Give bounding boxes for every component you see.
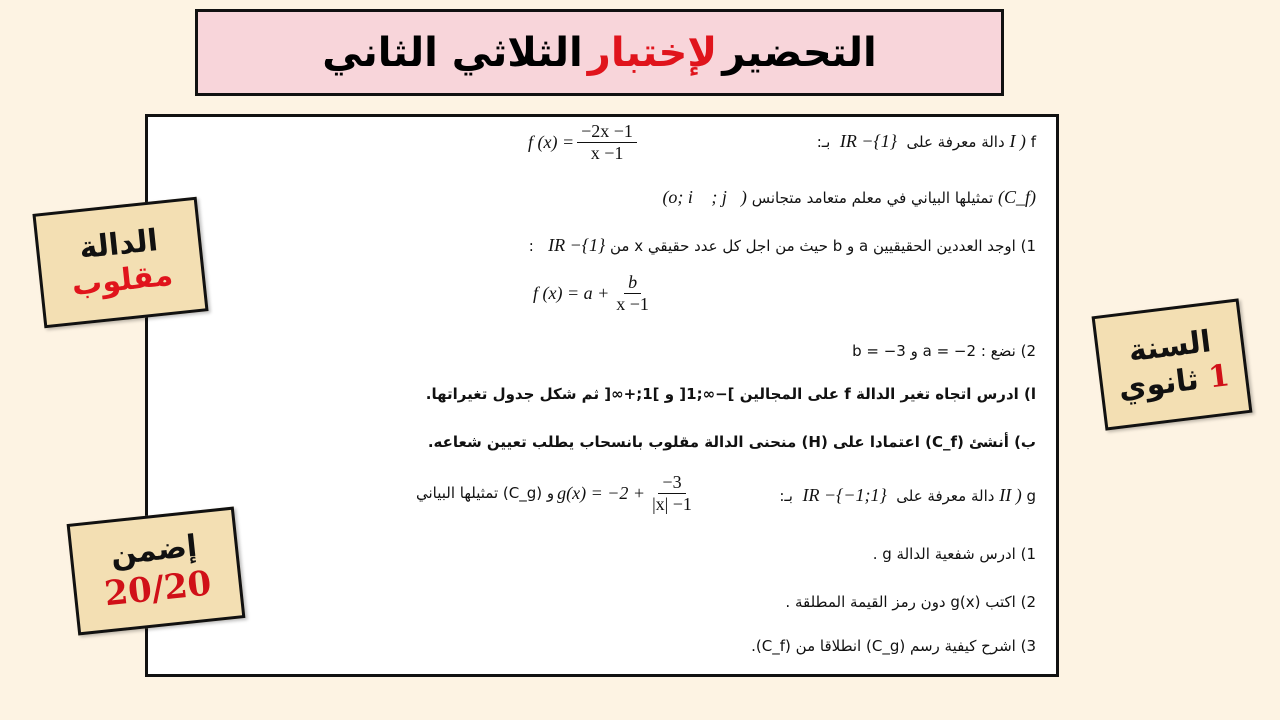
year-tag: السنة 1 ثانوي xyxy=(1092,298,1253,430)
title-part1: التحضير xyxy=(722,29,877,76)
g-definition: و (C_g) تمثيلها البياني g(x) = −2 + $\frac{-3}{|x| -1}$ xyxy=(416,472,692,514)
part1-by: بـ: xyxy=(816,133,831,151)
part1-intro-text: f دالة معرفة على xyxy=(906,133,1036,151)
part2-question-2: 2) اكتب g(x) دون رمز القيمة المطلقة . xyxy=(785,593,1036,611)
f-fraction: $\frac{-2x -1}{x -1}$ xyxy=(577,121,637,163)
question-2b: ب) أنشئ (C_f) اعتمادا على (H) منحنى الدالة مقلوب بانسحاب يطلب تعيين شعاعه. xyxy=(427,433,1036,451)
f-definition: f (x) = $\frac{-2x -1}{x -1}$ xyxy=(528,121,637,163)
part1-label: I ) xyxy=(1009,131,1026,151)
part2-question-3: 3) اشرح كيفية رسم (C_g) انطلاقا من (C_f). xyxy=(751,637,1036,655)
function-tag: الدالة مقلوب xyxy=(32,197,208,329)
part2-question-1: 1) ادرس شفعية الدالة g . xyxy=(872,545,1036,563)
part1-domain: IR −{1} xyxy=(839,131,897,151)
question-2: 2) نضع : a = −2 و b = −3 xyxy=(852,342,1036,360)
part2-intro: II ) g دالة معرفة على IR −{−1;1} بـ: xyxy=(779,485,1036,505)
question-2a: ا) ادرس اتجاه تغير الدالة f على المجالين ]−∞;1[ و ]1;+∞[ ثم شكل جدول تغيراتها. xyxy=(425,385,1036,403)
form-expression: f (x) = a + $\frac{b}{x -1}$ xyxy=(533,272,649,314)
exercise-sheet xyxy=(145,114,1059,677)
part1-intro xyxy=(817,131,1036,152)
curve-statement: (C_f) تمثيلها البياني في معلم متعامد متجانس (o; i⃗ ; j⃗) xyxy=(662,187,1036,207)
page-title xyxy=(195,9,1004,96)
title-highlight: لإختبار xyxy=(587,29,718,76)
question-1: 1) اوجد العددين الحقيقيين a و b حيث من اجل كل عدد حقيقي x من IR −{1} : xyxy=(528,235,1036,255)
score-tag: إضمن 20/20 xyxy=(67,507,246,636)
title-part2: الثلاثي الثاني xyxy=(322,29,583,76)
